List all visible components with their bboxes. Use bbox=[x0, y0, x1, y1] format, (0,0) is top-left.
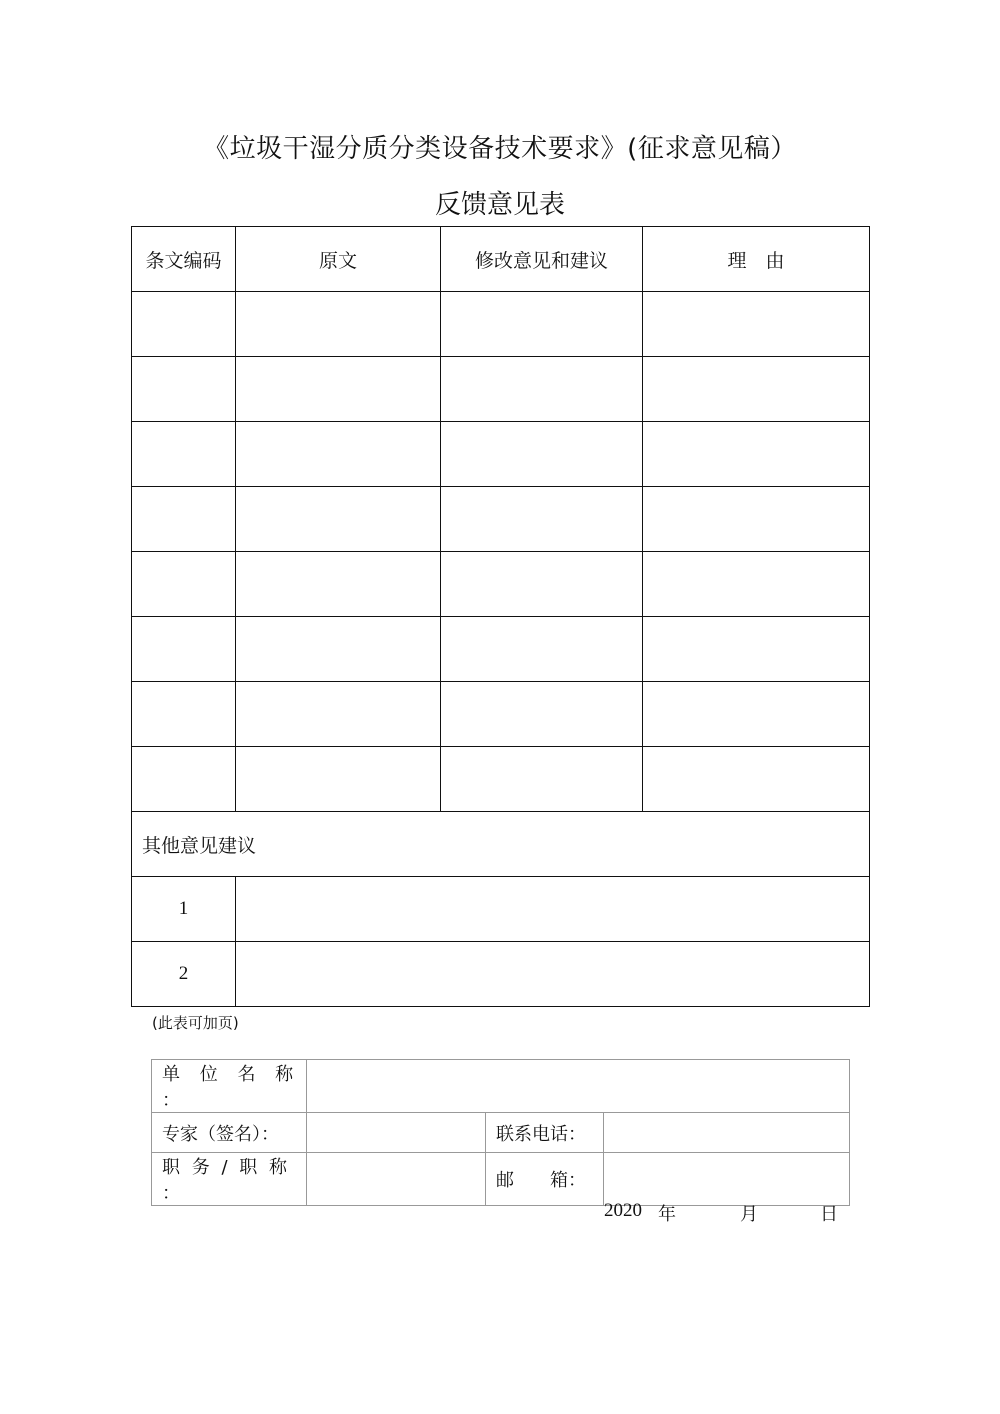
header-original-text: 原文 bbox=[236, 227, 441, 292]
suggestion-cell[interactable] bbox=[441, 357, 643, 422]
original-cell[interactable] bbox=[236, 422, 441, 487]
header-clause-code: 条文编码 bbox=[132, 227, 236, 292]
document-title: 《垃圾干湿分质分类设备技术要求》(征求意见稿） bbox=[203, 134, 797, 164]
unit-label: 单 位 名 称 ： bbox=[152, 1060, 307, 1113]
reason-cell[interactable] bbox=[643, 487, 870, 552]
position-row bbox=[152, 1153, 850, 1206]
other-item-row bbox=[132, 877, 870, 942]
reason-cell[interactable] bbox=[643, 747, 870, 812]
other-item-row bbox=[132, 942, 870, 1007]
table-row bbox=[132, 617, 870, 682]
original-cell[interactable] bbox=[236, 747, 441, 812]
suggestion-cell[interactable] bbox=[441, 682, 643, 747]
other-suggestions-label: 其他意见建议 bbox=[132, 812, 870, 877]
suggestion-cell[interactable] bbox=[441, 552, 643, 617]
other-item-content[interactable] bbox=[236, 877, 870, 942]
clause-cell[interactable] bbox=[132, 747, 236, 812]
unit-row bbox=[152, 1060, 850, 1113]
position-field[interactable] bbox=[307, 1153, 486, 1206]
reason-cell[interactable] bbox=[643, 357, 870, 422]
original-cell[interactable] bbox=[236, 682, 441, 747]
expert-field[interactable] bbox=[307, 1113, 486, 1153]
reason-cell[interactable] bbox=[643, 422, 870, 487]
table-row bbox=[132, 487, 870, 552]
expert-label: 专家（签名）： bbox=[152, 1113, 307, 1153]
reason-cell[interactable] bbox=[643, 292, 870, 357]
clause-cell[interactable] bbox=[132, 617, 236, 682]
other-suggestions-row bbox=[132, 812, 870, 877]
feedback-table bbox=[131, 226, 870, 1007]
position-label: 职 务 / 职 称 ： bbox=[152, 1153, 307, 1206]
other-item-number: 1 bbox=[132, 877, 236, 942]
table-row bbox=[132, 357, 870, 422]
original-cell[interactable] bbox=[236, 357, 441, 422]
header-reason: 理 由 bbox=[643, 227, 870, 292]
email-field[interactable] bbox=[604, 1153, 850, 1206]
date-year: 2020 bbox=[604, 1200, 642, 1221]
original-cell[interactable] bbox=[236, 552, 441, 617]
clause-cell[interactable] bbox=[132, 552, 236, 617]
original-cell[interactable] bbox=[236, 487, 441, 552]
email-label: 邮 箱： bbox=[486, 1153, 604, 1206]
table-row bbox=[132, 682, 870, 747]
reason-cell[interactable] bbox=[643, 682, 870, 747]
table-row bbox=[132, 422, 870, 487]
header-suggestion: 修改意见和建议 bbox=[441, 227, 643, 292]
clause-cell[interactable] bbox=[132, 422, 236, 487]
suggestion-cell[interactable] bbox=[441, 487, 643, 552]
document-subtitle: 反馈意见表 bbox=[434, 190, 565, 220]
table-row bbox=[132, 552, 870, 617]
reason-cell[interactable] bbox=[643, 617, 870, 682]
table-header-row bbox=[132, 227, 870, 292]
original-cell[interactable] bbox=[236, 617, 441, 682]
clause-cell[interactable] bbox=[132, 487, 236, 552]
add-pages-note: (此表可加页) bbox=[152, 1014, 239, 1032]
other-item-number: 2 bbox=[132, 942, 236, 1007]
table-row bbox=[132, 292, 870, 357]
clause-cell[interactable] bbox=[132, 357, 236, 422]
contact-info-table bbox=[151, 1059, 850, 1206]
suggestion-cell[interactable] bbox=[441, 747, 643, 812]
expert-row bbox=[152, 1113, 850, 1153]
unit-field[interactable] bbox=[307, 1060, 850, 1113]
clause-cell[interactable] bbox=[132, 292, 236, 357]
clause-cell[interactable] bbox=[132, 682, 236, 747]
phone-label: 联系电话： bbox=[486, 1113, 604, 1153]
date-year-unit: 年 bbox=[658, 1204, 676, 1225]
original-cell[interactable] bbox=[236, 292, 441, 357]
reason-cell[interactable] bbox=[643, 552, 870, 617]
suggestion-cell[interactable] bbox=[441, 422, 643, 487]
suggestion-cell[interactable] bbox=[441, 292, 643, 357]
date-month-unit: 月 bbox=[740, 1204, 758, 1225]
date-day-unit: 日 bbox=[820, 1204, 838, 1225]
suggestion-cell[interactable] bbox=[441, 617, 643, 682]
table-row bbox=[132, 747, 870, 812]
phone-field[interactable] bbox=[604, 1113, 850, 1153]
other-item-content[interactable] bbox=[236, 942, 870, 1007]
